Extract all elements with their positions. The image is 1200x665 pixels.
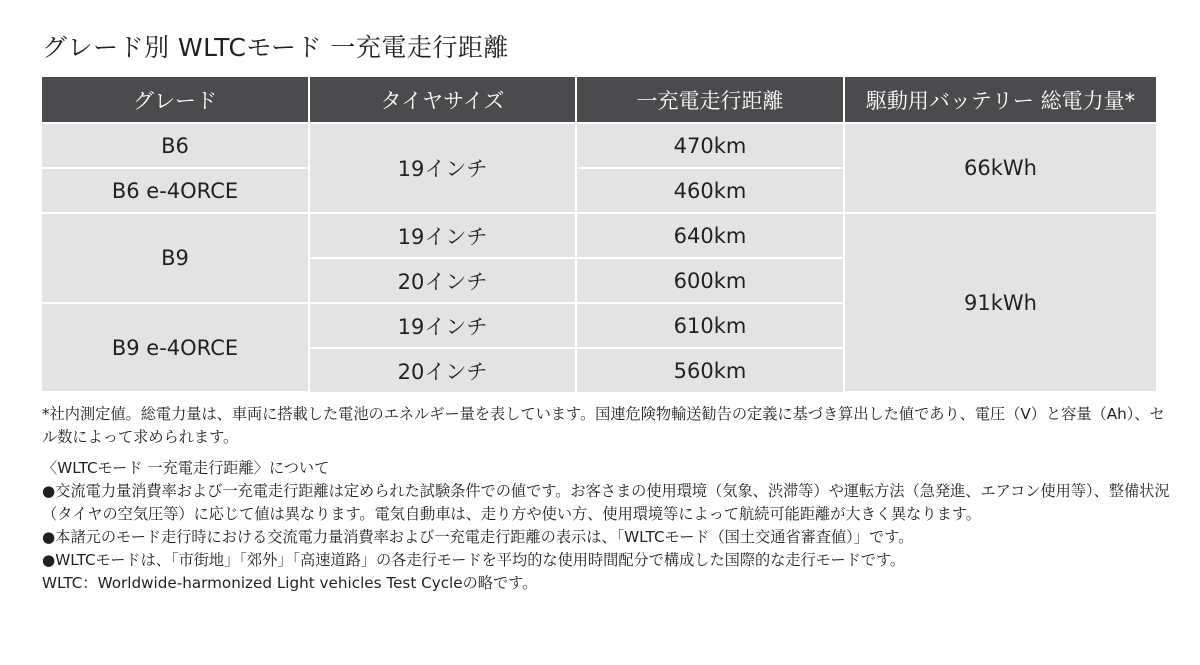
grade-cell: B9 (42, 213, 309, 303)
range-cell: 460km (576, 168, 844, 213)
header-range: 一充電走行距離 (576, 77, 844, 123)
range-cell: 640km (576, 213, 844, 258)
table-row (42, 123, 1156, 168)
tire-size-cell: 19インチ (309, 213, 576, 258)
battery-footnote: *社内測定値。総電力量は、車両に搭載した電池のエネルギー量を表しています。国連危険物輸送勧告の定義に基づき算出した値であり、電圧（V）と容量（Ah）、セル数によって求められます。 (42, 405, 1165, 446)
grade-cell: B6 (42, 123, 309, 168)
tire-size-cell: 20インチ (309, 348, 576, 392)
note-bullet: ●交流電力量消費率および一充電走行距離は定められた試験条件での値です。お客さまの使用環境（気象、渋滞等）や運転方法（急発進、エアコン使用等）、整備状況（タイヤの空気圧等）に応じて値は異なります。電気自動車は、走り方や使い方、使用環境等によって航続可能距離が大きく異なります。 (42, 482, 1170, 523)
table-row (42, 213, 1156, 258)
note-bullet: ●本諸元のモード走行時における交流電力量消費率および一充電走行距離の表示は、「WLTCモード（国土交通省審査値）」です。 (42, 528, 914, 546)
header-grade: グレード (42, 77, 309, 123)
range-cell: 470km (576, 123, 844, 168)
grade-cell: B6 e-4ORCE (42, 168, 309, 213)
range-cell: 610km (576, 303, 844, 348)
spec-table (42, 77, 1156, 393)
note-bullet: ●WLTCモードは、「市街地」「郊外」「高速道路」の各走行モードを平均的な使用時間配分で構成した国際的な走行モードです。 (42, 551, 906, 569)
table-header-row (42, 77, 1156, 123)
grade-cell: B9 e-4ORCE (42, 303, 309, 392)
battery-cell: 91kWh (844, 213, 1156, 392)
header-tire-size: タイヤサイズ (309, 77, 576, 123)
footnotes (42, 403, 1172, 595)
wltc-heading: 〈WLTCモード 一充電走行距離〉について (42, 459, 330, 477)
tire-size-cell: 19インチ (309, 123, 576, 213)
header-battery-capacity: 駆動用バッテリー 総電力量* (844, 77, 1156, 123)
battery-cell: 66kWh (844, 123, 1156, 213)
range-cell: 560km (576, 348, 844, 392)
tire-size-cell: 20インチ (309, 258, 576, 303)
tire-size-cell: 19インチ (309, 303, 576, 348)
range-cell: 600km (576, 258, 844, 303)
wltc-definition: WLTC：Worldwide-harmonized Light vehicles Test Cycleの略です。 (42, 574, 538, 592)
page-title: グレード別 WLTCモード 一充電走行距離 (42, 33, 509, 62)
